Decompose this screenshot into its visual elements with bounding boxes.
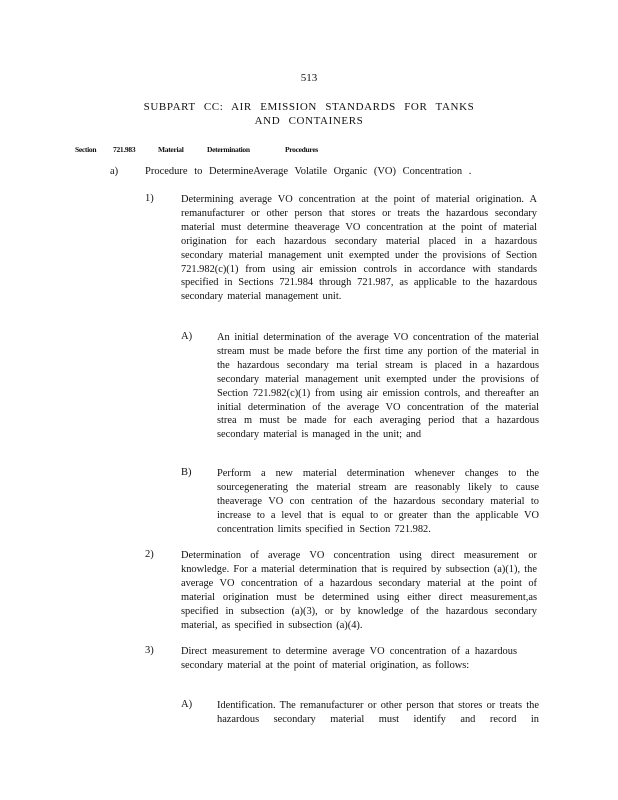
item-2-label: 2) — [145, 549, 154, 560]
item-1B-label: B) — [181, 467, 192, 478]
item-3-text: Direct measurement to determine average VO concentration of a hazardous secondary material at the point of material origination, as follows: — [181, 646, 517, 671]
item-1-text: Determining average VO concentration at the point of material origination. A remanufacturer or other person that stores or treats the hazardous secondary material must determine theaverage VO concentration at the point of material origination for each hazardous secondary material placed in a hazardous secondary material management unit exempted under the provisions of Section 721.982(c)(1) from using air emission controls in accordance with standards specified in Sections 721.984 through 721.987, as applicable to the hazardous secondary material management unit. — [181, 194, 537, 303]
page-number: 513 — [300, 72, 318, 84]
section-label: Section — [75, 145, 97, 154]
item-3A-label: A) — [181, 699, 193, 710]
item-1A-text: An initial determination of the average VO concentration of the material stream must be made before the first time any portion of the material in the hazardous secondary ma terial stream is placed in a hazardous secondary material management unit exempted under the provisions of Section 721.982(c)(1) from using air emission controls, and thereafter an initial determination of the average VO concentration of the material strea m must be made for each averaging period that a hazardous secondary material is managed in the unit; and — [217, 332, 539, 441]
item-1B-text: Perform a new material determination whenever changes to the sourcegenerating the material stream are reasonably likely to cause theaverage VO con centration of the hazardous secondary material to increase to a level that is equal to or greater than the applicable VO concentration limits specified in Section 721.982. — [217, 468, 539, 535]
item-1A-label: A) — [181, 331, 193, 342]
section-word-material: Material — [158, 145, 184, 154]
section-word-procedures: Procedures — [285, 145, 318, 154]
item-1-label: 1) — [145, 193, 154, 204]
subpart-title: SUBPART CC: AIR EMISSION STANDARDS FOR TANKS — [143, 101, 475, 113]
item-a-heading: Procedure to DetermineAverage Volatile Organic (VO) Concentration . — [145, 166, 472, 177]
item-3A-text: Identification. The remanufacturer or other person that stores or treats the hazardous secondary material must identify and record in — [217, 700, 539, 725]
item-2-text: Determination of average VO concentration using direct measurement or knowledge. For a material determination that is required by subsection (a)(1), the average VO concentration of a hazardous secondary material at the point of material origination must be determined using either direct measurement,as specified in subsection (a)(3), or by knowledge of the hazardous secondary material, as specified in subsection (a)(4). — [181, 550, 537, 631]
item-3-label: 3) — [145, 645, 154, 656]
subpart-title-line2: AND CONTAINERS — [254, 115, 364, 127]
item-a-label: a) — [110, 166, 119, 177]
section-word-determination: Determination — [207, 145, 250, 154]
section-number: 721.983 — [113, 145, 136, 154]
